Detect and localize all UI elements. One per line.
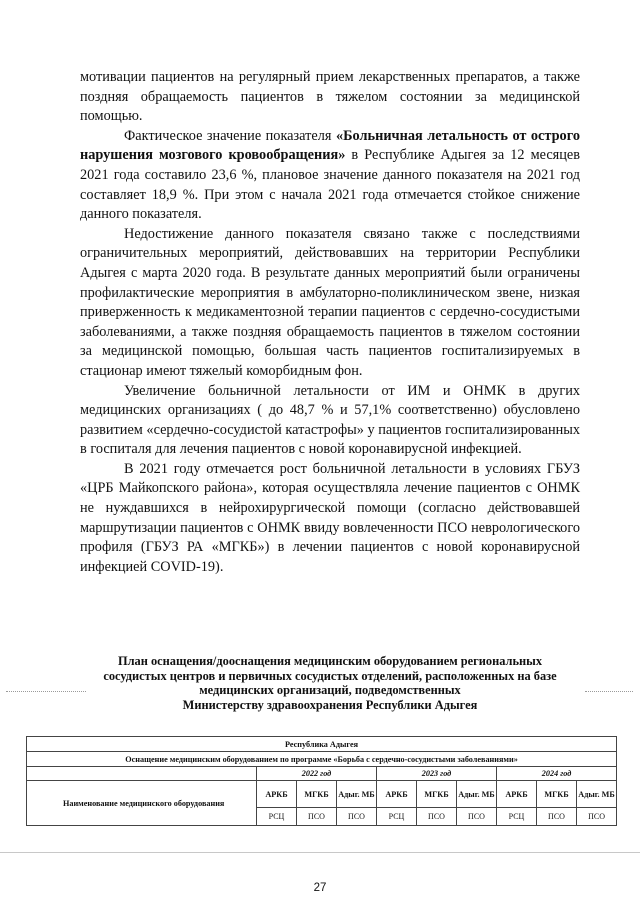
paragraph-3: Недостижение данного показателя связано также с последствиями ограничительных мероприятий, действовавших на территории Республики Адыгея с марта 2020 года. В результате данных мероприятий были ограничены профилактические мероприятия в амбулаторно-поликлиническом звене, низкая приверженность к медикаментозной терапии пациентов с сердечно-сосудистыми заболеваниями, а также поздняя обращаемость пациентов в тяжелом состоянии за медицинской помощью, большая часть пациентов госпитализируемых в стационар имеют тяжелый коморбидным фон. (80, 225, 580, 379)
column-header: АРКБ (377, 781, 417, 808)
paragraph-5: В 2021 году отмечается рост больничной летальности в условиях ГБУЗ «ЦРБ Майкопского района», которая осуществляла лечение пациентов с ОНМК не нуждавшихся в нейрохирургической помощи (согласно действовавшей маршрутизации пациентов с ОНМК ввиду вовлеченности ПСО неврологического профиля (ГБУЗ РА «МГКБ») в лечении пациентов с новой коронавирусной инфекцией COVID-19). (80, 460, 580, 575)
region-header: Республика Адыгея (27, 737, 617, 752)
blank-cell (27, 767, 257, 781)
paragraph-2-start: Фактическое значение показателя (124, 127, 336, 144)
paragraph-4: Увеличение больничной летальности от ИМ и ОНМК в других медицинских организациях ( до 48,7 % и 57,1% соответственно) обусловлено развитием «сердечно-сосудистой катастрофы» у пациентов госпитализированных в госпиталя для лечения пациентов с новой коронавирусной инфекцией. (80, 382, 580, 458)
year-header: 2023 год (377, 767, 497, 781)
program-header: Оснащение медицинским оборудованием по программе «Борьба с сердечно-сосудистыми заболеваниями» (27, 752, 617, 767)
column-header: АРКБ (257, 781, 297, 808)
body-text (80, 68, 580, 577)
facility-type: ПСО (457, 808, 497, 826)
facility-type: ПСО (337, 808, 377, 826)
year-header: 2024 год (497, 767, 617, 781)
column-header: МГКБ (297, 781, 337, 808)
column-header: МГКБ (417, 781, 457, 808)
indicator-name: «Больничная летальность от острого нарушения мозгового кровообращения» (80, 127, 580, 164)
facility-type: ПСО (297, 808, 337, 826)
dotted-rule-left (6, 691, 86, 692)
page-bottom-rule (0, 852, 640, 853)
paragraph-1: мотивации пациентов на регулярный прием лекарственных препаратов, а также поздняя обращаемость пациентов в тяжелом состоянии за медицинской помощью. (80, 69, 580, 125)
facility-type: ПСО (417, 808, 457, 826)
facility-type: РСЦ (257, 808, 297, 826)
paragraph-2-end: в Республике Адыгея за 12 месяцев 2021 года составило 23,6 %, плановое значение данного показателя на 2021 год составляет 18,9 %. При этом с начала 2021 года отмечается стойкое снижение данного показателя. (80, 147, 580, 223)
facility-type: РСЦ (497, 808, 537, 826)
column-header: АРКБ (497, 781, 537, 808)
plan-title-line: сосудистых центров и первичных сосудистых отделений, расположенных на базе (103, 668, 557, 683)
column-header: МГКБ (537, 781, 577, 808)
paragraph-2 (80, 127, 580, 225)
plan-title-line: медицинских организаций, подведомственных (199, 683, 461, 698)
column-header: Адыг. МБ (457, 781, 497, 808)
dotted-rule-right (585, 691, 633, 692)
column-header: Адыг. МБ (577, 781, 617, 808)
facility-type: РСЦ (377, 808, 417, 826)
plan-title-line: Министерству здравоохранения Республики Адыгея (182, 697, 478, 712)
facility-type: ПСО (577, 808, 617, 826)
equipment-table (26, 736, 617, 826)
plan-title-line: План оснащения/дооснащения медицинским оборудованием региональных (117, 654, 543, 668)
plan-title (80, 654, 580, 712)
equipment-name-header: Наименование медицинского оборудования (27, 781, 257, 826)
year-header: 2022 год (257, 767, 377, 781)
page-number: 27 (313, 882, 327, 894)
column-header: Адыг. МБ (337, 781, 377, 808)
facility-type: ПСО (537, 808, 577, 826)
